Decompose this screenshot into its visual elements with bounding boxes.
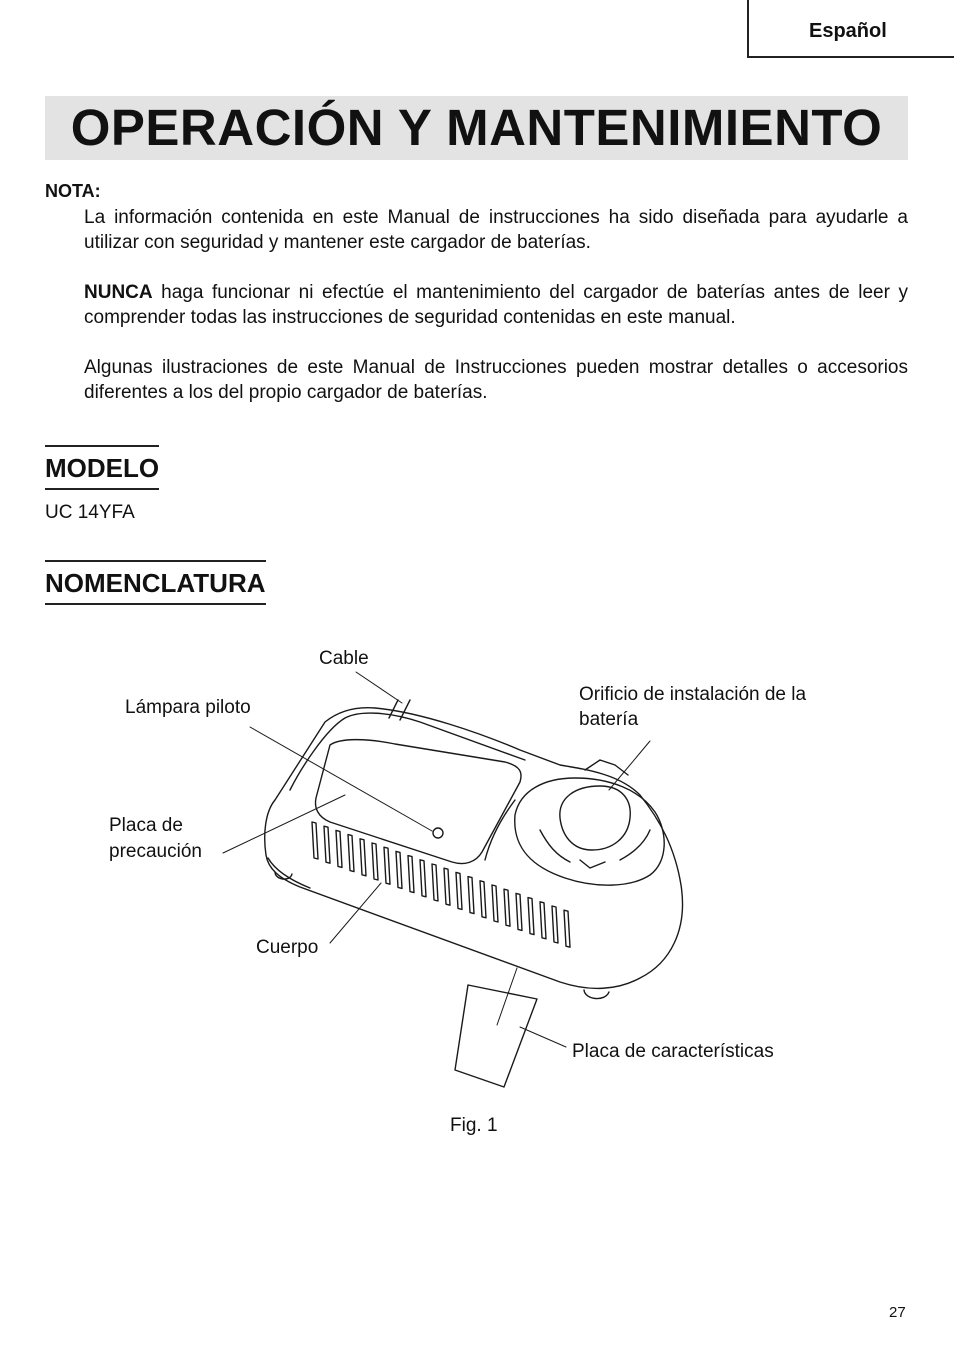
vent-slot (372, 843, 378, 880)
vent-slot (384, 847, 390, 884)
figure-caption: Fig. 1 (450, 1115, 498, 1136)
vent-slot (492, 885, 498, 922)
vent-slot (456, 872, 462, 909)
vent-slot (408, 856, 414, 893)
label-battery-hole-2: batería (579, 709, 639, 730)
note-paragraph-1: La información contenida en este Manual de instrucciones ha sido diseñada para ayudarle a utilizar con seguridad y mantener este cargador de baterías. (84, 207, 908, 253)
nameplate-rectangle (455, 985, 537, 1087)
rubber-feet (275, 872, 609, 999)
label-nameplate: Placa de características (572, 1041, 774, 1062)
vent-slot (528, 898, 534, 935)
battery-post-base (515, 778, 664, 885)
label-body: Cuerpo (256, 937, 319, 958)
vent-slots (312, 822, 570, 947)
never-emphasis: NUNCA (84, 282, 153, 303)
vent-slot (348, 835, 354, 872)
label-caution-plate-1: Placa de (109, 815, 183, 836)
charger-base-line (268, 858, 310, 888)
page-number: 27 (889, 1304, 906, 1321)
vent-slot (444, 868, 450, 905)
note-paragraph-3: Algunas ilustraciones de este Manual de Instrucciones pueden mostrar detalles o accesorios diferentes a los del propio cargador de baterías. (84, 357, 908, 403)
page-title: OPERACIÓN Y MANTENIMIENTO (70, 99, 883, 156)
battery-post-top (560, 786, 630, 850)
label-cable: Cable (319, 648, 369, 669)
vent-slot (504, 889, 510, 926)
nomenclature-heading: NOMENCLATURA (45, 560, 266, 605)
vent-slot (552, 906, 558, 943)
vent-slot (396, 851, 402, 888)
vent-slot (516, 893, 522, 930)
label-pilot-lamp: Lámpara piloto (125, 697, 251, 718)
vent-slot (324, 826, 330, 863)
model-heading: MODELO (45, 445, 159, 490)
note-label: NOTA: (45, 181, 101, 201)
vent-slot (420, 860, 426, 897)
model-value: UC 14YFA (45, 502, 135, 523)
divider-ridge (485, 800, 515, 860)
vent-slot (480, 881, 486, 918)
vent-slot (432, 864, 438, 901)
pilot-lamp-icon (433, 828, 443, 838)
vent-slot (312, 822, 318, 859)
vent-slot (468, 877, 474, 914)
language-label: Español (809, 20, 887, 42)
charger-top-rim (290, 713, 525, 790)
vent-slot (564, 910, 570, 947)
vent-slot (360, 839, 366, 876)
vent-slot (540, 902, 546, 939)
label-battery-hole-1: Orificio de instalación de la (579, 684, 807, 705)
label-caution-plate-2: precaución (109, 841, 202, 862)
charger-body-outline (265, 708, 683, 989)
note-paragraph-2: NUNCA haga funcionar ni efectúe el mantenimiento del cargador de baterías antes de leer y comprender todas las instrucciones de seguridad contenidas en este manual. (84, 282, 908, 328)
vent-slot (336, 830, 342, 867)
